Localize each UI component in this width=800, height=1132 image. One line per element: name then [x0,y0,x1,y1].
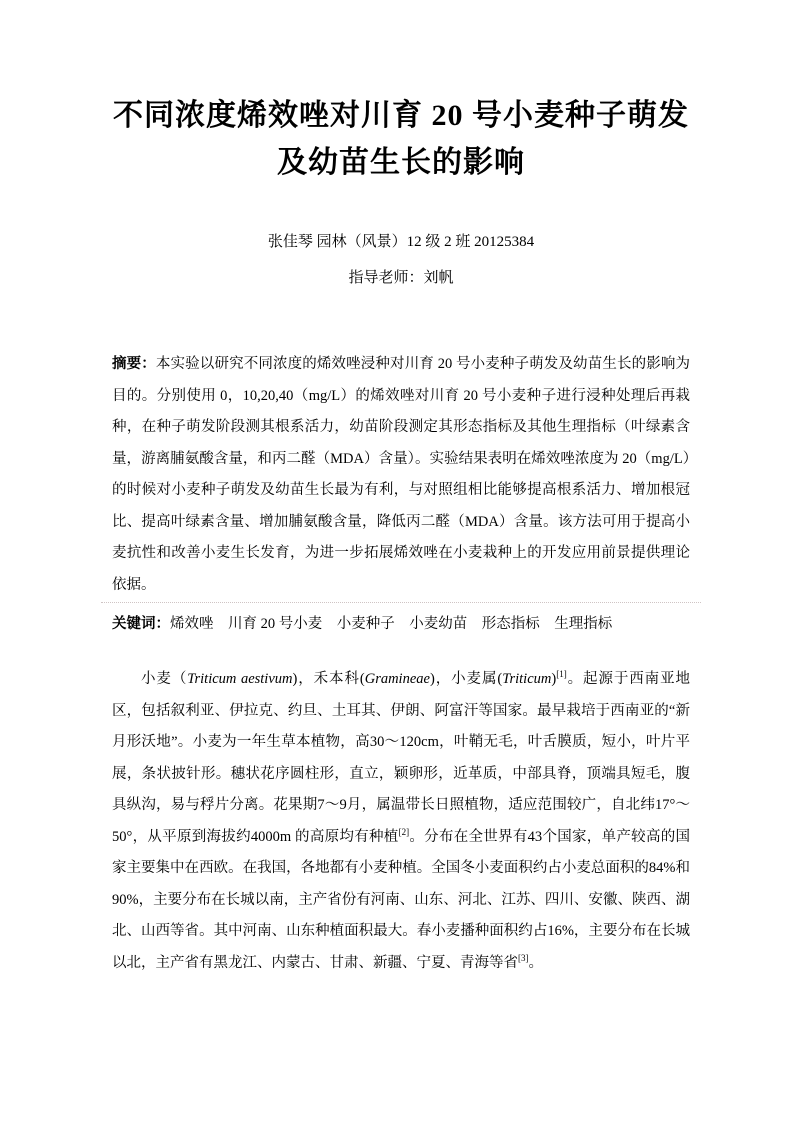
page-content [112,0,690,979]
abstract-paragraph [112,349,690,601]
intro-text-segment: 。分布在全世界有43个国家，单产较高的国家主要集中在西欧。在我国，各地都有小麦种植。全国冬小麦面积约占小麦总面积的84%和90%，主要分布在长城以南，主产省份有河南、山东、河北、江苏、四川、安徽、陕西、湖北、山西等省。其中河南、山东种植面积最大。春小麦播种面积约占16%，主要分布在长城以北，主产省有黑龙江、内蒙古、甘肃、新疆、宁夏、青海等省 [112,828,691,971]
citation-ref-2: [2] [398,826,410,837]
keywords-text: 烯效唑 川育 20 号小麦 小麦种子 小麦幼苗 形态指标 生理指标 [170,616,613,632]
intro-text-segment: 。 [528,954,543,971]
intro-text-segment: ) [551,671,557,687]
citation-ref-1: [1] [556,669,567,680]
paper-title-line-1: 不同浓度烯效唑对川育 20 号小麦种子萌发 [113,99,689,132]
intro-paragraph [112,664,690,979]
paper-title [112,0,690,186]
keywords-label: 关键词： [112,616,170,632]
intro-text-segment: 小麦（ [141,671,188,687]
latin-species-name: Triticum aestivum [187,671,293,687]
intro-text-segment: 。起源于西南亚地区，包括叙利亚、伊拉克、约旦、土耳其、伊朗、阿富汗等国家。最早栽培于西南亚的“新月形沃地”。小麦为一年生草本植物，高30～120cm，叶鞘无毛，叶舌膜质，短小，叶片平展，条状披针形。穗状花序圆柱形，直立，颖卵形，近革质，中部具脊，顶端具短毛，腹具纵沟，易与稃片分离。花果期7～9月，属温带长日照植物，适应范围较广，自北纬17°～50°，从平原到海拔约4000m 的高原均有种植 [112,671,691,845]
paper-title-line-2: 及幼苗生长的影响 [277,146,525,179]
keywords-line [101,602,701,635]
intro-text-segment: )，小麦属( [429,671,503,687]
advisor-line: 指导老师：刘帆 [348,270,454,286]
author-line: 张佳琴 园林（风景）12 级 2 班 20125384 [267,234,535,250]
abstract-text: 本实验以研究不同浓度的烯效唑浸种对川育 20 号小麦种子萌发及幼苗生长的影响为目的。分别使用 0，10,20,40（mg/L）的烯效唑对川育 20 号小麦种子进行浸种处理后再栽种，在种子萌发阶段测其根系活力，幼苗阶段测定其形态指标及其他生理指标（叶绿素含量，游离脯氨酸含量，和丙二醛（MDA）含量）。实验结果表明在烯效唑浓度为 20（mg/L）的时候对小麦种子萌发及幼苗生长最为有利，与对照组相比能够提高根系活力、增加根冠比、提高叶绿素含量、增加脯氨酸含量，降低丙二醛（MDA）含量。该方法可用于提高小麦抗性和改善小麦生长发育，为进一步拓展烯效唑在小麦栽种上的开发应用前景提供理论依据。 [112,356,690,593]
intro-text-segment: )，禾本科( [292,671,365,687]
latin-family-name: Gramineae [364,671,430,687]
abstract-label: 摘要： [112,356,156,372]
latin-genus-name: Triticum [502,671,552,687]
citation-ref-3: [3] [518,952,529,963]
